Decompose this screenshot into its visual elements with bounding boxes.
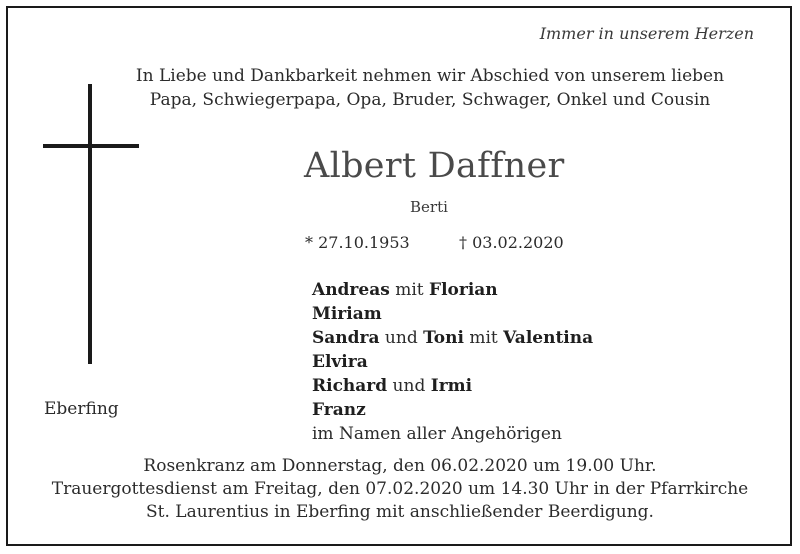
survivor-row bbox=[312, 302, 593, 326]
survivor-name: Toni bbox=[423, 328, 464, 348]
service-line-2: Trauergottesdienst am Freitag, den 07.02.2020 um 14.30 Uhr in der Pfarrkirche bbox=[51, 479, 749, 499]
connector: und bbox=[379, 328, 424, 348]
cross-vertical-bar bbox=[88, 84, 92, 364]
survivor-name: Irmi bbox=[430, 376, 473, 396]
intro-text bbox=[60, 64, 800, 112]
service-line-3: St. Laurentius in Eberfing mit anschließender Beerdigung. bbox=[146, 502, 654, 522]
survivor-name: Valentina bbox=[503, 328, 594, 348]
survivor-name: Franz bbox=[312, 400, 366, 420]
intro-line-2: Papa, Schwiegerpapa, Opa, Bruder, Schwager, Onkel und Cousin bbox=[149, 90, 711, 110]
deceased-nickname: Berti bbox=[410, 198, 448, 216]
death-date: † 03.02.2020 bbox=[459, 233, 564, 252]
place-name: Eberfing bbox=[44, 399, 119, 419]
survivor-row bbox=[312, 374, 593, 398]
survivor-row bbox=[312, 278, 593, 302]
connector: mit bbox=[389, 280, 429, 300]
connector: und bbox=[387, 376, 431, 396]
service-details bbox=[20, 455, 780, 524]
survivors-list bbox=[312, 278, 593, 446]
birth-date: * 27.10.1953 bbox=[305, 233, 410, 252]
survivor-name: Richard bbox=[312, 376, 388, 396]
intro-line-1: In Liebe und Dankbarkeit nehmen wir Abschied von unserem lieben bbox=[135, 66, 725, 86]
connector: mit bbox=[463, 328, 504, 348]
survivor-name: Sandra bbox=[312, 328, 380, 348]
survivor-name: Andreas bbox=[312, 280, 390, 300]
survivor-row bbox=[312, 326, 593, 350]
motto: Immer in unserem Herzen bbox=[539, 24, 754, 43]
survivor-name: Miriam bbox=[312, 304, 382, 324]
survivor-row bbox=[312, 350, 593, 374]
survivor-name: Florian bbox=[429, 280, 498, 300]
survivor-row bbox=[312, 398, 593, 422]
survivors-closing: im Namen aller Angehörigen bbox=[312, 424, 562, 444]
service-line-1: Rosenkranz am Donnerstag, den 06.02.2020 um 19.00 Uhr. bbox=[143, 456, 657, 476]
deceased-name: Albert Daffner bbox=[304, 146, 565, 186]
survivor-name: Elvira bbox=[312, 352, 368, 372]
cross-horizontal-bar bbox=[43, 144, 139, 148]
